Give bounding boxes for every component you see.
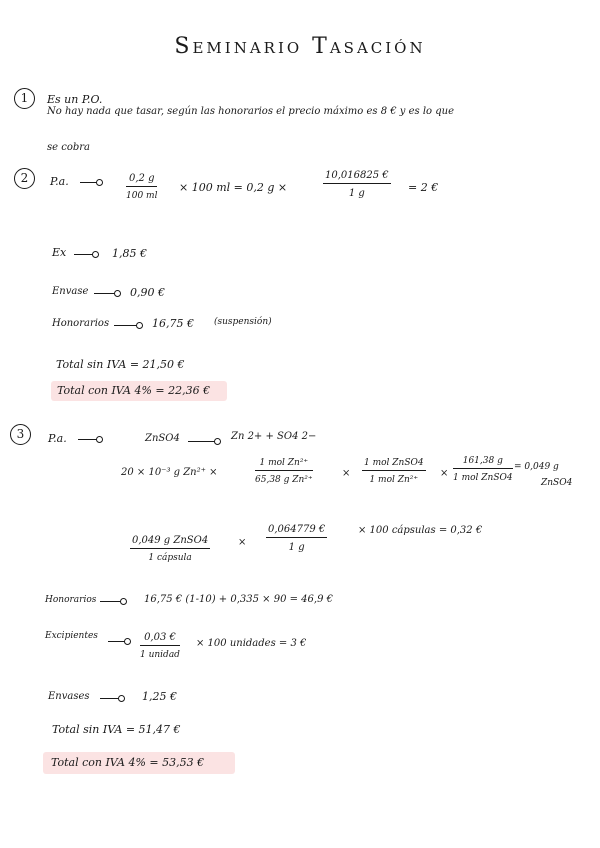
arrow-icon	[188, 441, 218, 442]
q3-excipientes-fraction	[140, 632, 180, 660]
question-number-1: 1	[14, 88, 35, 109]
arrow-icon	[100, 698, 122, 699]
arrow-icon	[74, 254, 96, 255]
q3-molar-fraction-1	[255, 458, 313, 485]
q2-frac2-numerator: 10,016825 €	[325, 170, 389, 181]
q3-molar-fraction-2	[362, 458, 426, 485]
question-number-2: 2	[14, 168, 35, 189]
times-sign: ×	[342, 468, 351, 479]
q2-envase-value: 0,90 €	[130, 286, 165, 299]
q3-envases-value: 1,25 €	[142, 690, 177, 703]
q3-honorarios-value: 16,75 € (1-10) + 0,335 × 90 = 46,9 €	[144, 594, 333, 605]
q3-start-mass: 20 × 10⁻³ g Zn²⁺ ×	[121, 467, 218, 478]
q2-frac2-denominator: 1 g	[348, 188, 365, 199]
q1-line-2: No hay nada que tasar, según las honorarios el precio máximo es 8 € y es lo que	[47, 106, 455, 117]
q3-g1-numerator: 0,049 g ZnSO4	[132, 535, 209, 546]
q2-envase-label: Envase	[52, 286, 89, 297]
q2-frac1-numerator: 0,2 g	[128, 173, 155, 184]
q2-fraction-price	[323, 170, 391, 199]
q2-honorarios-value: 16,75 €	[152, 317, 194, 330]
q3-mass-result-unit: ZnSO4	[541, 478, 573, 488]
question-number-3: 3	[10, 424, 31, 445]
q3-mass-result: = 0,049 g	[514, 462, 559, 472]
q3-capsule-cost: × 100 cápsulas = 0,32 €	[358, 525, 483, 536]
arrow-icon	[78, 439, 100, 440]
page-title: Seminario Tasación	[174, 34, 426, 59]
q2-frac1-denominator: 100 ml	[126, 191, 158, 201]
q2-honorarios-note: (suspensión)	[214, 317, 272, 327]
q3-f1-denominator: 65,38 g Zn²⁺	[255, 475, 313, 485]
arrow-icon	[114, 325, 140, 326]
q3-excip-numerator: 0,03 €	[144, 632, 176, 643]
q3-price-fraction	[266, 524, 327, 553]
q3-excipientes-label: Excipientes	[45, 631, 98, 641]
arrow-icon	[108, 641, 128, 642]
q2-ex-label: Ex	[52, 246, 67, 259]
arrow-icon	[100, 601, 124, 602]
q2-result: = 2 €	[408, 181, 439, 194]
q2-total-con-iva: Total con IVA 4% = 22,36 €	[57, 384, 211, 397]
q2-pa-label: P.a.	[50, 175, 69, 188]
q3-total-con-iva: Total con IVA 4% = 53,53 €	[51, 756, 205, 769]
q2-honorarios-label: Honorarios	[52, 318, 110, 329]
q3-g2-numerator: 0,064779 €	[268, 524, 326, 535]
q3-dissociation: Zn 2+ + SO4 2−	[231, 431, 317, 442]
arrow-icon	[94, 293, 118, 294]
q3-pa-label: P.a.	[48, 432, 67, 445]
q3-znso4: ZnSO4	[145, 433, 180, 444]
q3-f2-denominator: 1 mol Zn²⁺	[369, 475, 419, 485]
q3-f2-numerator: 1 mol ZnSO4	[364, 458, 424, 468]
q3-dose-fraction	[130, 535, 210, 563]
q1-line-3: se cobra	[47, 142, 90, 153]
q2-fraction-concentration	[126, 173, 157, 201]
times-sign: ×	[238, 537, 247, 548]
q3-f3-numerator: 161,38 g	[462, 456, 503, 466]
q3-f3-denominator: 1 mol ZnSO4	[453, 473, 513, 483]
q2-multiplication: × 100 ml = 0,2 g ×	[179, 181, 288, 194]
q3-molar-fraction-3	[453, 456, 513, 483]
q3-honorarios-label: Honorarios	[45, 595, 97, 605]
q3-envases-label: Envases	[48, 691, 90, 702]
q3-total-sin-iva: Total sin IVA = 51,47 €	[52, 723, 181, 736]
arrow-icon	[80, 182, 100, 183]
q3-g1-denominator: 1 cápsula	[148, 553, 192, 563]
q3-excipientes-total: × 100 unidades = 3 €	[196, 638, 307, 649]
q3-f1-numerator: 1 mol Zn²⁺	[259, 458, 309, 468]
q2-total-sin-iva: Total sin IVA = 21,50 €	[56, 358, 185, 371]
times-sign: ×	[440, 468, 449, 479]
q3-excip-denominator: 1 unidad	[140, 650, 180, 660]
q2-ex-value: 1,85 €	[112, 247, 147, 260]
q1-line-1: Es un P.O.	[47, 93, 103, 106]
q3-g2-denominator: 1 g	[288, 542, 305, 553]
